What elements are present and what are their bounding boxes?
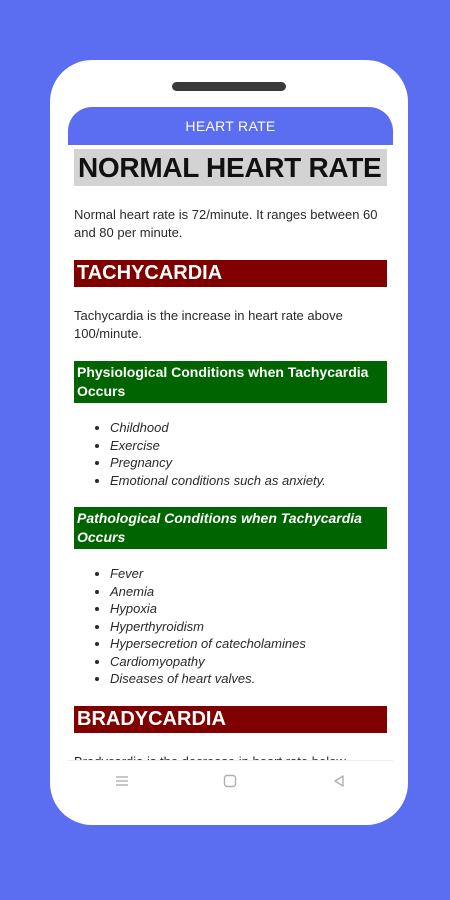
app-screen bbox=[68, 107, 393, 760]
normal-heart-rate-heading: NORMAL HEART RATE bbox=[74, 149, 387, 186]
system-nav-bar bbox=[68, 760, 393, 801]
app-bar bbox=[68, 107, 393, 145]
pathological-conditions-list bbox=[74, 565, 387, 688]
list-item: • Exercise bbox=[110, 437, 387, 455]
home-button[interactable] bbox=[215, 769, 245, 793]
list-item: • Hyperthyroidism bbox=[110, 618, 387, 636]
article-content[interactable] bbox=[68, 145, 393, 789]
list-item: • Pregnancy bbox=[110, 454, 387, 472]
app-title: HEART RATE bbox=[185, 118, 276, 134]
recents-button[interactable] bbox=[107, 769, 137, 793]
phone-speaker bbox=[172, 82, 286, 91]
home-icon bbox=[223, 774, 237, 788]
back-icon bbox=[332, 774, 346, 788]
list-item: • Emotional conditions such as anxiety. bbox=[110, 472, 387, 490]
list-item: • Anemia bbox=[110, 583, 387, 601]
list-item: • Cardiomyopathy bbox=[110, 653, 387, 671]
list-item: • Diseases of heart valves. bbox=[110, 670, 387, 688]
list-item: • Childhood bbox=[110, 419, 387, 437]
physiological-conditions-heading: Physiological Conditions when Tachycardia Occurs bbox=[74, 361, 387, 403]
tachycardia-heading: TACHYCARDIA bbox=[74, 260, 387, 287]
bradycardia-heading: BRADYCARDIA bbox=[74, 706, 387, 733]
physiological-conditions-list bbox=[74, 419, 387, 489]
normal-heart-rate-text: Normal heart rate is 72/minute. It ranges between 60 and 80 per minute. bbox=[74, 207, 378, 240]
list-item: • Hypersecretion of catecholamines bbox=[110, 635, 387, 653]
pathological-conditions-heading: Pathological Conditions when Tachycardia Occurs bbox=[74, 507, 387, 549]
back-button[interactable] bbox=[324, 769, 354, 793]
list-item: • Fever bbox=[110, 565, 387, 583]
menu-icon bbox=[115, 775, 129, 787]
list-item: • Hypoxia bbox=[110, 600, 387, 618]
tachycardia-text: Tachycardia is the increase in heart rate above 100/minute. bbox=[74, 308, 343, 341]
